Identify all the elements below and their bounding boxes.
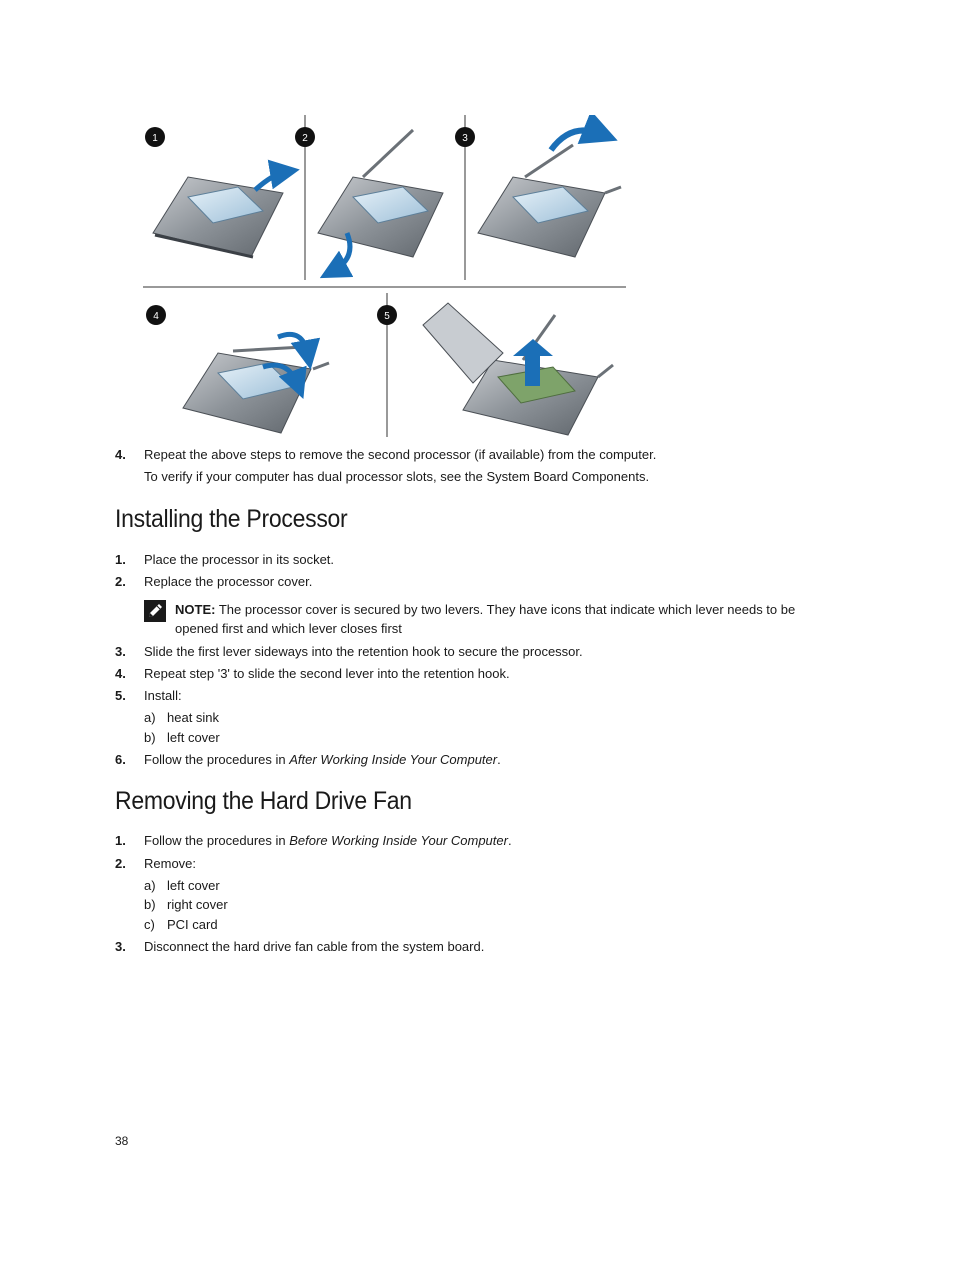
step-number: 2. <box>115 856 126 871</box>
pencil-note-icon <box>144 600 166 622</box>
install-step-3 <box>115 644 583 660</box>
subitem-letter: c) <box>144 917 155 932</box>
install-step-6 <box>115 752 501 768</box>
step-badge-1 <box>145 127 165 147</box>
step-number: 3. <box>115 939 126 954</box>
fan-subitem-c <box>144 917 218 933</box>
step-text-end: . <box>507 833 512 848</box>
socket-illustration-step-5 <box>423 303 613 435</box>
fan-subitem-b <box>144 897 228 913</box>
step-text: Follow the procedures in <box>144 833 290 848</box>
subitem-text: PCI card <box>167 917 218 932</box>
removal-step-4-subtext: To verify if your computer has dual processor slots, see the System Board Components. <box>144 469 650 484</box>
step-badge-3 <box>455 127 475 147</box>
step-text: Repeat the above steps to remove the second processor (if available) from the computer. <box>144 447 657 462</box>
step-badge-label: 4 <box>153 311 159 322</box>
subitem-text: left cover <box>167 878 220 893</box>
removal-step-4 <box>115 447 656 463</box>
step-text: Remove: <box>144 856 197 871</box>
socket-illustration-step-4 <box>183 334 329 433</box>
step-number: 1. <box>115 833 126 848</box>
install-step-2 <box>115 574 312 590</box>
section-title-installing-processor: Installing the Processor <box>115 505 348 533</box>
step-number: 1. <box>115 552 126 567</box>
step-badge-5 <box>377 305 397 325</box>
step-number: 4. <box>115 447 126 462</box>
step-text: Repeat step '3' to slide the second lever into the retention hook. <box>144 666 510 681</box>
install-subitem-a <box>144 710 219 726</box>
cross-reference-link[interactable]: Before Working Inside Your Computer <box>289 833 508 848</box>
subitem-letter: a) <box>144 710 156 725</box>
note-text: The processor cover is secured by two levers. They have icons that indicate which lever needs to be opened first and which lever closes first <box>175 602 796 636</box>
subitem-letter: a) <box>144 878 156 893</box>
socket-illustration-step-3 <box>478 130 621 257</box>
step-text-end: . <box>497 752 501 767</box>
install-step-4 <box>115 666 510 682</box>
step-text: Slide the first lever sideways into the retention hook to secure the processor. <box>144 644 583 659</box>
section-title-removing-hard-drive-fan: Removing the Hard Drive Fan <box>115 787 412 815</box>
install-step-5 <box>115 688 182 704</box>
install-subitem-b <box>144 730 220 746</box>
page-number: 38 <box>115 1134 129 1148</box>
fan-step-2 <box>115 856 196 872</box>
step-text: Disconnect the hard drive fan cable from the system board. <box>144 939 485 954</box>
socket-illustration-step-1 <box>153 172 285 257</box>
socket-illustration-step-2 <box>318 130 443 271</box>
step-text: Replace the processor cover. <box>144 574 313 589</box>
step-badge-label: 5 <box>384 311 390 322</box>
step-badge-label: 2 <box>302 133 308 144</box>
subitem-text: heat sink <box>167 710 220 725</box>
step-text: Install: <box>144 688 182 703</box>
subitem-letter: b) <box>144 730 156 745</box>
fan-step-3 <box>115 939 484 955</box>
step-badge-label: 1 <box>152 133 158 144</box>
step-number: 6. <box>115 752 126 767</box>
processor-steps-illustration <box>143 115 627 440</box>
step-number: 3. <box>115 644 126 659</box>
note-label: NOTE: <box>175 602 216 617</box>
install-step-1 <box>115 552 334 568</box>
step-number: 4. <box>115 666 126 681</box>
step-badge-label: 3 <box>462 133 468 144</box>
cross-reference-link[interactable]: After Working Inside Your Computer <box>289 752 498 767</box>
step-badge-4 <box>146 305 166 325</box>
subitem-letter: b) <box>144 897 156 912</box>
step-text: Place the processor in its socket. <box>144 552 335 567</box>
fan-subitem-a <box>144 878 220 894</box>
subitem-text: left cover <box>167 730 220 745</box>
step-number: 5. <box>115 688 126 703</box>
fan-step-1 <box>115 833 512 849</box>
step-badge-2 <box>295 127 315 147</box>
step-number: 2. <box>115 574 126 589</box>
step-text: Follow the procedures in <box>144 752 290 767</box>
subitem-text: right cover <box>167 897 228 912</box>
processor-removal-figure <box>143 115 627 440</box>
note-body <box>175 600 815 638</box>
note-callout <box>144 600 824 640</box>
